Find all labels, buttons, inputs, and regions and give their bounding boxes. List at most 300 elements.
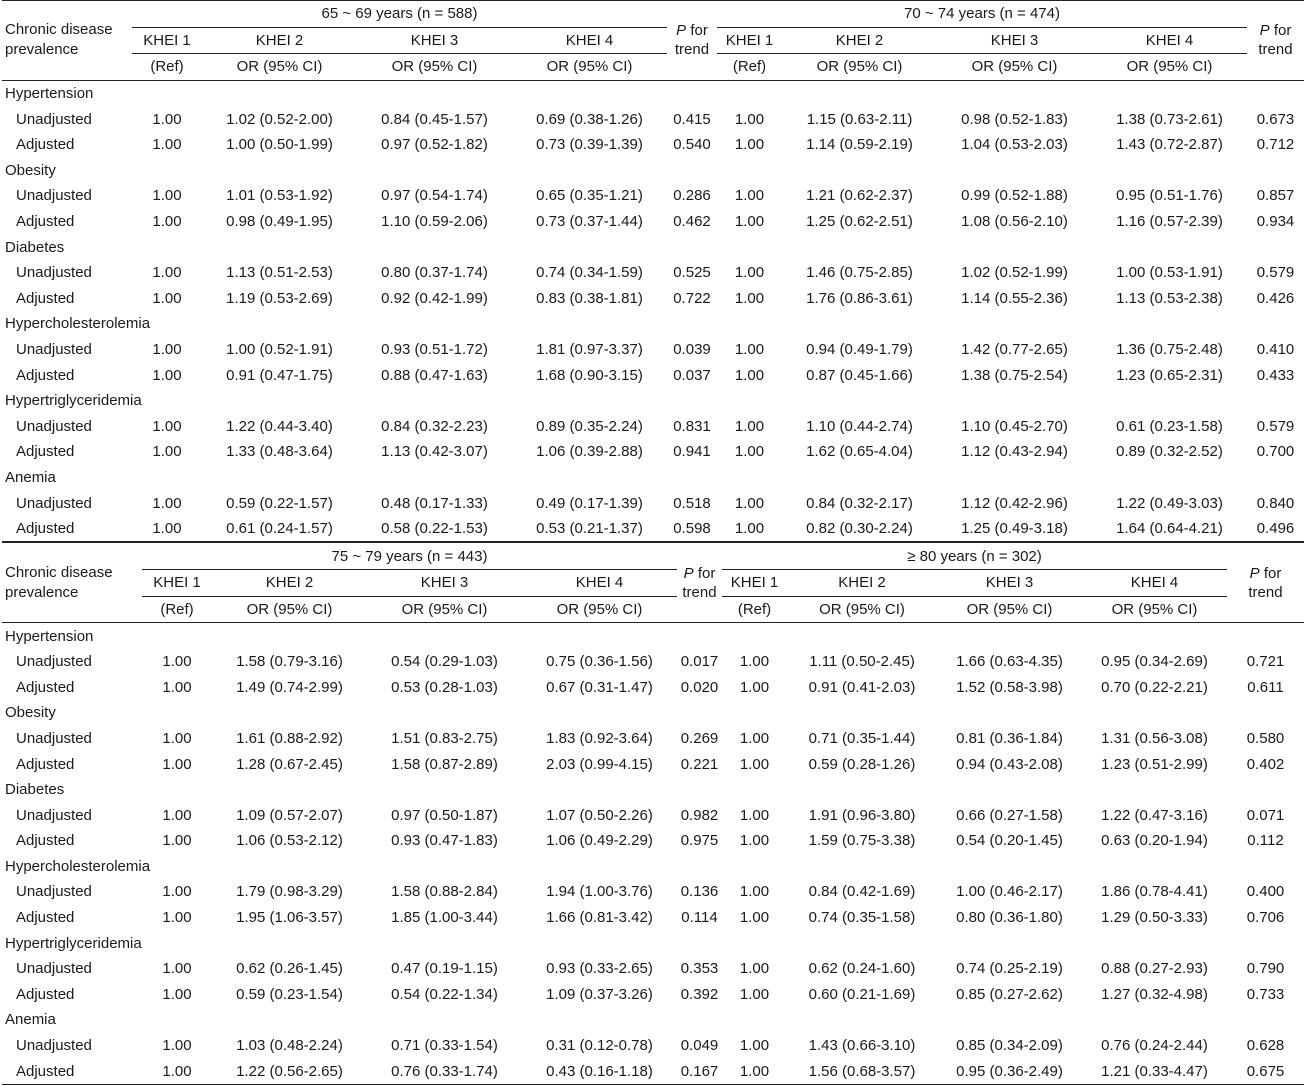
khei4-or-ci: 0.93 (0.33-2.65)	[546, 960, 653, 978]
khei1-value: 1.00	[152, 213, 182, 231]
disease-category: Hypertension	[5, 85, 94, 103]
ptrend-p: P	[676, 22, 687, 40]
table-row	[2, 649, 1304, 675]
khei-header-4: KHEI 4	[512, 27, 667, 54]
khei1-value: 1.00	[739, 909, 770, 927]
section-row	[2, 1007, 1304, 1033]
khei4-or-ci: 1.27 (0.32-4.98)	[1101, 985, 1208, 1003]
section-row	[2, 388, 1304, 414]
khei1-value: 1.00	[739, 883, 770, 901]
khei3-or-ci: 0.97 (0.52-1.82)	[381, 136, 488, 154]
khei3-or-ci: 1.04 (0.53-2.03)	[961, 136, 1068, 154]
khei3-or-ci: 0.93 (0.51-1.72)	[381, 341, 488, 359]
p-trend-value: 0.722	[673, 289, 711, 307]
p-trend-value: 0.114	[681, 909, 718, 927]
khei4-or-ci: 1.16 (0.57-2.39)	[1116, 213, 1223, 231]
khei4-or-ci: 0.31 (0.12-0.78)	[546, 1037, 653, 1055]
age-group-header-left: 65 ~ 69 years (n = 588)	[132, 1, 667, 28]
adjustment-label: Adjusted	[16, 366, 75, 384]
khei1-value: 1.00	[162, 806, 192, 824]
ptrend-line1	[1250, 565, 1282, 582]
khei2-or-ci: 1.02 (0.52-2.00)	[226, 110, 333, 128]
khei2-or-ci: 0.84 (0.42-1.69)	[808, 883, 916, 901]
disease-category: Diabetes	[5, 781, 65, 799]
khei3-or-ci: 0.88 (0.47-1.63)	[381, 366, 488, 384]
khei3-or-ci: 1.52 (0.58-3.98)	[956, 678, 1063, 696]
khei3-or-ci: 0.94 (0.43-2.08)	[956, 755, 1063, 773]
disease-category: Hypertension	[5, 627, 94, 645]
ptrend-p: P	[683, 564, 694, 582]
khei2-or-ci: 1.25 (0.62-2.51)	[806, 213, 913, 231]
or-ci-label: OR (95% CI)	[1092, 54, 1247, 81]
table-row	[2, 106, 1304, 132]
ptrend-for: for	[1269, 22, 1292, 40]
or-ci-label: OR (95% CI)	[522, 596, 677, 623]
khei2-or-ci: 0.60 (0.21-1.69)	[808, 985, 916, 1003]
adjustment-label: Adjusted	[2, 516, 132, 542]
adjustment-label: Adjusted	[16, 985, 75, 1003]
adjustment-label: Unadjusted	[16, 494, 92, 512]
table-row	[2, 337, 1304, 363]
khei3-or-ci: 0.97 (0.50-1.87)	[391, 806, 498, 824]
table-row	[2, 183, 1304, 209]
khei-header-4: KHEI 4	[522, 570, 677, 597]
ptrend-header-left	[677, 543, 722, 623]
or-ci-label: OR (95% CI)	[782, 54, 937, 81]
khei4-or-ci: 1.00 (0.53-1.91)	[1116, 264, 1223, 282]
khei-header-2: KHEI 2	[212, 570, 367, 597]
p-trend-value: 0.353	[680, 960, 719, 978]
khei1-value: 1.00	[152, 494, 182, 512]
ptrend-line1	[1260, 22, 1292, 39]
p-trend-value: 0.167	[677, 1058, 722, 1084]
khei4-or-ci: 0.73 (0.37-1.44)	[536, 213, 643, 231]
disease-category: Anemia	[5, 1011, 56, 1029]
khei3-or-ci: 1.14 (0.55-2.36)	[961, 289, 1068, 307]
header-row-khei	[2, 27, 1304, 54]
ptrend-for: for	[693, 564, 716, 582]
khei1-value: 1.00	[739, 960, 770, 978]
khei4-or-ci: 0.88 (0.27-2.93)	[1101, 960, 1208, 978]
p-trend-value: 0.402	[1246, 755, 1285, 773]
ptrend-line2: trend	[1248, 583, 1283, 601]
section-row	[2, 930, 1304, 956]
p-trend-value: 0.579	[1256, 264, 1295, 282]
khei1-value: 1.00	[734, 213, 765, 231]
khei4-or-ci: 0.89 (0.35-2.24)	[536, 417, 643, 435]
adjustment-label: Unadjusted	[16, 883, 92, 901]
khei1-value: 1.00	[734, 417, 765, 435]
khei4-or-ci: 0.95 (0.51-1.76)	[1116, 187, 1223, 205]
khei1-value: 1.00	[132, 516, 202, 542]
khei4-or-ci: 1.22 (0.47-3.16)	[1101, 806, 1208, 824]
khei4-or-ci: 1.43 (0.72-2.87)	[1116, 136, 1223, 154]
khei1-value: 1.00	[152, 289, 182, 307]
p-trend-value: 0.221	[680, 755, 719, 773]
adjustment-label: Unadjusted	[16, 960, 92, 978]
khei2-or-ci: 1.46 (0.75-2.85)	[806, 264, 913, 282]
khei1-value: 1.00	[734, 264, 765, 282]
table-row	[2, 982, 1304, 1008]
khei2-or-ci: 1.28 (0.67-2.45)	[236, 755, 343, 773]
ptrend-header-right	[1227, 543, 1304, 623]
khei2-or-ci: 1.14 (0.59-2.19)	[806, 136, 913, 154]
khei1-value: 1.00	[162, 755, 192, 773]
table-row	[2, 132, 1304, 158]
or-ci-label: OR (95% CI)	[512, 54, 667, 81]
p-trend-value: 0.112	[1247, 832, 1284, 850]
khei4-or-ci: 1.29 (0.50-3.33)	[1101, 909, 1208, 927]
ptrend-for: for	[1259, 564, 1282, 582]
khei1-value: 1.00	[162, 678, 192, 696]
p-trend-value: 0.673	[1256, 110, 1295, 128]
khei2-or-ci: 0.61 (0.24-1.57)	[202, 516, 357, 542]
p-trend-value: 0.017	[680, 653, 719, 671]
khei2-or-ci: 0.62 (0.24-1.60)	[808, 960, 916, 978]
section-row	[2, 465, 1304, 491]
khei4-or-ci: 1.68 (0.90-3.15)	[536, 366, 643, 384]
ptrend-p: P	[1259, 22, 1270, 40]
p-trend-value: 0.790	[1246, 960, 1285, 978]
khei3-or-ci: 0.66 (0.27-1.58)	[956, 806, 1063, 824]
khei1-value: 1.00	[734, 110, 765, 128]
khei4-or-ci: 1.81 (0.97-3.37)	[536, 341, 643, 359]
khei-header-4: KHEI 4	[1082, 570, 1227, 597]
khei4-or-ci: 0.89 (0.32-2.52)	[1116, 443, 1223, 461]
adjustment-label: Unadjusted	[16, 653, 92, 671]
khei3-or-ci: 1.85 (1.00-3.44)	[391, 909, 498, 927]
section-row	[2, 234, 1304, 260]
khei3-or-ci: 0.93 (0.47-1.83)	[391, 832, 498, 850]
khei2-or-ci: 1.95 (1.06-3.57)	[236, 909, 343, 927]
ptrend-line2: trend	[682, 583, 717, 601]
khei4-or-ci: 0.49 (0.17-1.39)	[536, 494, 643, 512]
disease-category: Diabetes	[5, 238, 65, 256]
adjustment-label: Unadjusted	[16, 187, 92, 205]
khei2-or-ci: 0.74 (0.35-1.58)	[808, 909, 916, 927]
khei3-or-ci: 1.58 (0.88-2.84)	[391, 883, 498, 901]
khei2-or-ci: 0.91 (0.47-1.75)	[226, 366, 333, 384]
table-row	[2, 414, 1304, 440]
age-group-header-right: ≥ 80 years (n = 302)	[722, 543, 1227, 570]
khei4-or-ci: 1.31 (0.56-3.08)	[1101, 729, 1208, 747]
khei4-or-ci: 0.75 (0.36-1.56)	[546, 653, 653, 671]
khei3-or-ci: 1.25 (0.49-3.18)	[937, 516, 1092, 542]
khei2-or-ci: 1.76 (0.86-3.61)	[806, 289, 913, 307]
ref-label: (Ref)	[717, 54, 782, 81]
p-trend-value: 0.410	[1256, 341, 1295, 359]
khei1-value: 1.00	[734, 366, 765, 384]
khei-header-1: KHEI 1	[717, 27, 782, 54]
khei1-value: 1.00	[734, 494, 765, 512]
khei3-or-ci: 0.80 (0.37-1.74)	[381, 264, 488, 282]
stub-header-line2: prevalence	[5, 583, 79, 601]
khei4-or-ci: 1.38 (0.73-2.61)	[1116, 110, 1223, 128]
p-trend-value: 0.611	[1247, 678, 1284, 696]
disease-category: Hypercholesterolemia	[5, 857, 151, 875]
header-row-group	[2, 543, 1304, 570]
khei3-or-ci: 0.81 (0.36-1.84)	[956, 729, 1063, 747]
disease-category: Hypertriglyceridemia	[5, 392, 142, 410]
khei-header-2: KHEI 2	[782, 27, 937, 54]
p-trend-value: 0.269	[680, 729, 719, 747]
khei4-or-ci: 1.13 (0.53-2.38)	[1116, 289, 1223, 307]
ref-label: (Ref)	[142, 596, 212, 623]
khei2-or-ci: 0.84 (0.32-2.17)	[806, 494, 913, 512]
khei4-or-ci: 1.94 (1.00-3.76)	[546, 883, 653, 901]
adjustment-label: Adjusted	[16, 909, 75, 927]
khei1-value: 1.00	[162, 1037, 192, 1055]
table-row	[2, 516, 1304, 542]
ptrend-line2: trend	[674, 41, 710, 59]
ptrend-p: P	[1249, 564, 1260, 582]
khei4-or-ci: 0.73 (0.39-1.39)	[536, 136, 643, 154]
table-row	[2, 490, 1304, 516]
khei3-or-ci: 1.02 (0.52-1.99)	[961, 264, 1068, 282]
khei2-or-ci: 1.49 (0.74-2.99)	[236, 678, 343, 696]
khei2-or-ci: 1.22 (0.44-3.40)	[226, 417, 333, 435]
khei1-value: 1.00	[739, 806, 770, 824]
khei1-value: 1.00	[152, 136, 182, 154]
adjustment-label: Unadjusted	[16, 417, 92, 435]
p-trend-value: 0.392	[680, 985, 719, 1003]
odds-ratio-table-lower	[2, 542, 1304, 1084]
stub-header-line1: Chronic disease	[5, 563, 113, 581]
khei4-or-ci: 1.09 (0.37-3.26)	[546, 985, 653, 1003]
khei1-value: 1.00	[734, 443, 765, 461]
stub-header	[2, 1, 132, 81]
khei-header-1: KHEI 1	[132, 27, 202, 54]
p-trend-value: 0.975	[680, 832, 719, 850]
table-row	[2, 362, 1304, 388]
p-trend-value: 0.400	[1246, 883, 1285, 901]
header-row-or	[2, 596, 1304, 623]
or-ci-label: OR (95% CI)	[202, 54, 357, 81]
khei2-or-ci: 1.03 (0.48-2.24)	[236, 1037, 343, 1055]
ptrend-line2: trend	[1258, 41, 1293, 59]
khei2-or-ci: 1.62 (0.65-4.04)	[806, 443, 913, 461]
table-row	[2, 439, 1304, 465]
khei4-or-ci: 0.74 (0.34-1.59)	[536, 264, 643, 282]
khei3-or-ci: 1.38 (0.75-2.54)	[961, 366, 1068, 384]
khei3-or-ci: 0.84 (0.32-2.23)	[381, 417, 488, 435]
khei1-value: 1.00	[739, 985, 770, 1003]
khei2-or-ci: 0.98 (0.49-1.95)	[226, 213, 333, 231]
khei3-or-ci: 1.08 (0.56-2.10)	[961, 213, 1068, 231]
adjustment-label: Unadjusted	[16, 264, 92, 282]
khei4-or-ci: 1.23 (0.51-2.99)	[1101, 755, 1208, 773]
ptrend-header-right	[1247, 1, 1304, 81]
header-row-khei	[2, 570, 1304, 597]
khei2-or-ci: 1.01 (0.53-1.92)	[226, 187, 333, 205]
khei2-or-ci: 0.94 (0.49-1.79)	[806, 341, 913, 359]
table-row	[2, 1033, 1304, 1059]
section-row	[2, 311, 1304, 337]
table-row	[2, 828, 1304, 854]
khei3-or-ci: 0.80 (0.36-1.80)	[956, 909, 1063, 927]
p-trend-value: 0.934	[1256, 213, 1295, 231]
khei3-or-ci: 0.48 (0.17-1.33)	[381, 494, 488, 512]
khei2-or-ci: 1.10 (0.44-2.74)	[806, 417, 913, 435]
table-row	[2, 286, 1304, 312]
khei1-value: 1.00	[152, 110, 182, 128]
p-trend-value: 0.721	[1246, 653, 1285, 671]
p-trend-value: 0.037	[673, 366, 711, 384]
section-row	[2, 158, 1304, 184]
khei4-or-ci: 1.22 (0.49-3.03)	[1116, 494, 1223, 512]
khei2-or-ci: 0.62 (0.26-1.45)	[236, 960, 343, 978]
p-trend-value: 0.580	[1246, 729, 1285, 747]
khei1-value: 1.00	[152, 264, 182, 282]
khei1-value: 1.00	[739, 653, 770, 671]
khei3-or-ci: 1.51 (0.83-2.75)	[391, 729, 498, 747]
adjustment-label: Unadjusted	[16, 110, 92, 128]
disease-category: Anemia	[5, 468, 56, 486]
khei4-or-ci: 0.53 (0.21-1.37)	[512, 516, 667, 542]
odds-ratio-table-upper	[2, 0, 1304, 542]
adjustment-label: Adjusted	[16, 213, 75, 231]
khei3-or-ci: 0.92 (0.42-1.99)	[381, 289, 488, 307]
khei4-or-ci: 0.65 (0.35-1.21)	[536, 187, 643, 205]
adjustment-label: Adjusted	[2, 1058, 142, 1084]
or-ci-label: OR (95% CI)	[787, 596, 937, 623]
khei3-or-ci: 1.00 (0.46-2.17)	[956, 883, 1063, 901]
khei1-value: 1.00	[739, 755, 770, 773]
table-row	[2, 956, 1304, 982]
khei2-or-ci: 1.79 (0.98-3.29)	[236, 883, 343, 901]
or-ci-label: OR (95% CI)	[357, 54, 512, 81]
khei3-or-ci: 0.98 (0.52-1.83)	[961, 110, 1068, 128]
khei2-or-ci: 1.09 (0.57-2.07)	[236, 806, 343, 824]
khei3-or-ci: 1.12 (0.42-2.96)	[961, 494, 1068, 512]
khei4-or-ci: 0.76 (0.24-2.44)	[1101, 1037, 1208, 1055]
p-trend-value: 0.675	[1227, 1058, 1304, 1084]
p-trend-value: 0.579	[1256, 417, 1295, 435]
adjustment-label: Adjusted	[16, 755, 75, 773]
p-trend-value: 0.857	[1256, 187, 1295, 205]
p-trend-value: 0.049	[680, 1037, 719, 1055]
khei2-or-ci: 0.82 (0.30-2.24)	[782, 516, 937, 542]
khei2-or-ci: 0.71 (0.35-1.44)	[808, 729, 916, 747]
khei1-value: 1.00	[739, 678, 770, 696]
adjustment-label: Unadjusted	[16, 729, 92, 747]
ptrend-for: for	[686, 22, 708, 40]
khei1-value: 1.00	[152, 341, 182, 359]
khei3-or-ci: 0.47 (0.19-1.15)	[391, 960, 498, 978]
khei1-value: 1.00	[162, 985, 192, 1003]
adjustment-label: Adjusted	[16, 136, 75, 154]
khei3-or-ci: 0.54 (0.22-1.34)	[391, 985, 498, 1003]
khei3-or-ci: 0.85 (0.34-2.09)	[956, 1037, 1063, 1055]
p-trend-value: 0.426	[1256, 289, 1295, 307]
khei1-value: 1.00	[152, 417, 182, 435]
khei4-or-ci: 1.06 (0.39-2.88)	[536, 443, 643, 461]
adjustment-label: Adjusted	[16, 832, 75, 850]
p-trend-value: 0.462	[673, 213, 711, 231]
khei4-or-ci: 1.64 (0.64-4.21)	[1092, 516, 1247, 542]
or-ci-label: OR (95% CI)	[212, 596, 367, 623]
disease-category: Obesity	[5, 161, 56, 179]
khei3-or-ci: 0.84 (0.45-1.57)	[381, 110, 488, 128]
khei3-or-ci: 0.74 (0.25-2.19)	[956, 960, 1063, 978]
khei3-or-ci: 0.71 (0.33-1.54)	[391, 1037, 498, 1055]
khei2-or-ci: 0.91 (0.41-2.03)	[808, 678, 916, 696]
table-row	[2, 751, 1304, 777]
khei4-or-ci: 0.95 (0.34-2.69)	[1101, 653, 1208, 671]
khei2-or-ci: 1.22 (0.56-2.65)	[212, 1058, 367, 1084]
p-trend-value: 0.831	[673, 417, 711, 435]
khei2-or-ci: 1.00 (0.52-1.91)	[226, 341, 333, 359]
khei1-value: 1.00	[162, 653, 192, 671]
age-group-header-left: 75 ~ 79 years (n = 443)	[142, 543, 677, 570]
p-trend-value: 0.518	[673, 494, 711, 512]
khei2-or-ci: 1.21 (0.62-2.37)	[806, 187, 913, 205]
khei1-value: 1.00	[152, 187, 182, 205]
khei2-or-ci: 1.56 (0.68-3.57)	[787, 1058, 937, 1084]
table-row	[2, 674, 1304, 700]
p-trend-value: 0.039	[673, 341, 711, 359]
ptrend-line1	[676, 22, 708, 39]
ptrend-header-left	[667, 1, 717, 81]
or-ci-label: OR (95% CI)	[937, 596, 1082, 623]
khei4-or-ci: 1.23 (0.65-2.31)	[1116, 366, 1223, 384]
adjustment-label: Adjusted	[16, 678, 75, 696]
khei4-or-ci: 1.86 (0.78-4.41)	[1101, 883, 1208, 901]
khei3-or-ci: 0.58 (0.22-1.53)	[357, 516, 512, 542]
khei-header-3: KHEI 3	[367, 570, 522, 597]
table-row	[2, 905, 1304, 931]
ptrend-line1	[684, 565, 716, 582]
ref-label: (Ref)	[132, 54, 202, 81]
stub-header	[2, 543, 142, 623]
stub-header-line2: prevalence	[5, 41, 79, 59]
khei3-or-ci: 1.58 (0.87-2.89)	[391, 755, 498, 773]
adjustment-label: Unadjusted	[16, 1037, 92, 1055]
khei2-or-ci: 1.59 (0.75-3.38)	[808, 832, 916, 850]
p-trend-value: 0.628	[1246, 1037, 1285, 1055]
disease-category: Hypercholesterolemia	[5, 315, 151, 333]
khei-header-1: KHEI 1	[722, 570, 787, 597]
khei1-value: 1.00	[162, 729, 192, 747]
khei1-value: 1.00	[717, 516, 782, 542]
disease-category: Hypertriglyceridemia	[5, 934, 142, 952]
khei4-or-ci: 1.36 (0.75-2.48)	[1116, 341, 1223, 359]
khei2-or-ci: 1.58 (0.79-3.16)	[236, 653, 343, 671]
p-trend-value: 0.840	[1256, 494, 1295, 512]
khei2-or-ci: 1.11 (0.50-2.45)	[809, 653, 915, 671]
khei4-or-ci: 0.70 (0.22-2.21)	[1101, 678, 1208, 696]
khei2-or-ci: 0.59 (0.22-1.57)	[226, 494, 333, 512]
khei3-or-ci: 0.85 (0.27-2.62)	[956, 985, 1063, 1003]
khei3-or-ci: 1.13 (0.42-3.07)	[381, 443, 488, 461]
p-trend-value: 0.525	[673, 264, 711, 282]
header-row-or	[2, 54, 1304, 81]
khei3-or-ci: 1.10 (0.45-2.70)	[961, 417, 1068, 435]
khei3-or-ci: 1.12 (0.43-2.94)	[961, 443, 1068, 461]
khei2-or-ci: 0.87 (0.45-1.66)	[806, 366, 913, 384]
khei1-value: 1.00	[152, 366, 182, 384]
section-row	[2, 80, 1304, 106]
khei1-value: 1.00	[739, 832, 770, 850]
header-row-group	[2, 1, 1304, 28]
p-trend-value: 0.415	[673, 110, 711, 128]
table-row	[2, 879, 1304, 905]
table-row	[2, 802, 1304, 828]
p-trend-value: 0.433	[1256, 366, 1295, 384]
table-row	[2, 260, 1304, 286]
khei2-or-ci: 1.43 (0.66-3.10)	[808, 1037, 916, 1055]
p-trend-value: 0.071	[1246, 806, 1285, 824]
